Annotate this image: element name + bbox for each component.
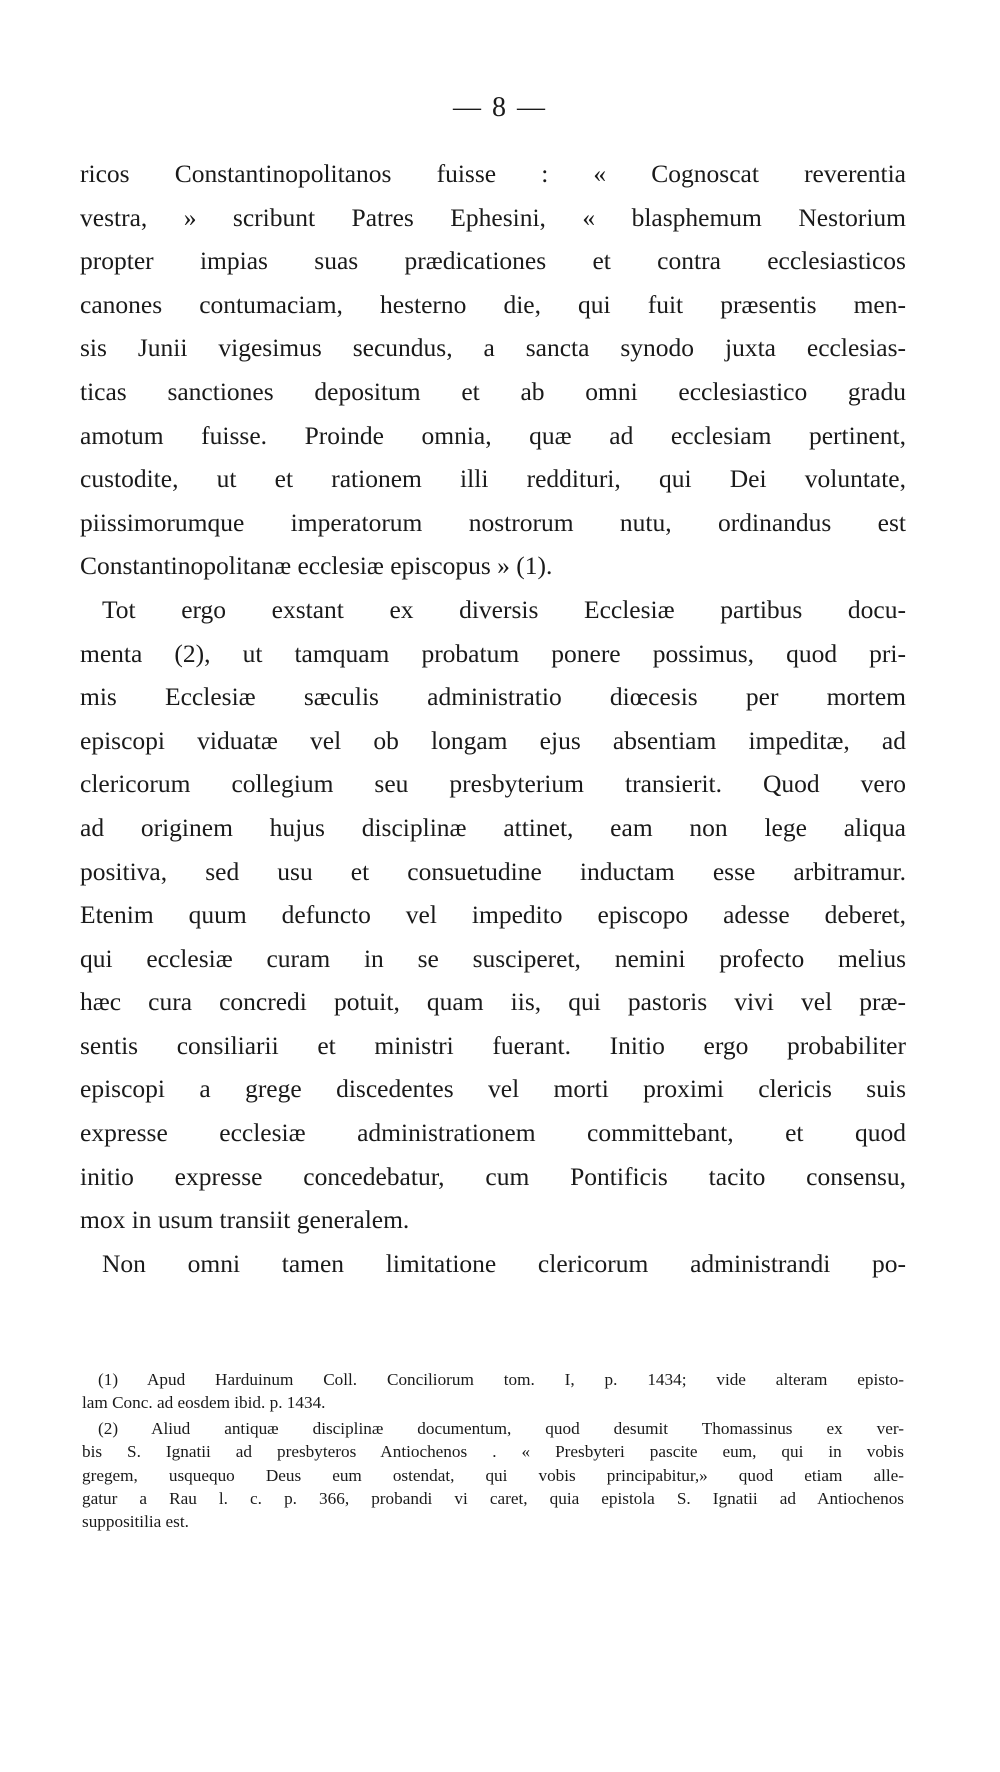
text-line: expresse ecclesiæ administrationem committebant, et quod xyxy=(80,1118,906,1148)
text-line: sis Junii vigesimus secundus, a sancta synodo juxta ecclesias- xyxy=(80,333,906,363)
text-line: qui ecclesiæ curam in se susciperet, nemini profecto melius xyxy=(80,943,906,973)
text-line: mis Ecclesiæ sæculis administratio diœcesis per mortem xyxy=(80,682,906,712)
footnote-line: (1) Apud Harduinum Coll. Conciliorum tom. I, p. 1434; vide alteram episto- xyxy=(98,1370,904,1389)
text-line: positiva, sed usu et consuetudine inductam esse arbitramur. xyxy=(80,856,906,886)
text-line: canones contumaciam, hesterno die, qui fuit præsentis men- xyxy=(80,289,906,319)
footnote-line: gatur a Rau l. c. p. 366, probandi vi caret, quia epistola S. Ignatii ad Antiochenos xyxy=(82,1489,904,1509)
footnote-line: (2) Aliud antiquæ disciplinæ documentum, quod desumit Thomassinus ex ver- xyxy=(98,1418,904,1438)
footnotes xyxy=(82,1368,904,1536)
text-line: Etenim quum defuncto vel impedito episcopo adesse deberet, xyxy=(80,900,906,930)
text-line: menta (2), ut tamquam probatum ponere possimus, quod pri- xyxy=(80,638,906,668)
paragraph-3 xyxy=(80,1242,906,1286)
text-line: episcopi a grege discedentes vel morti proximi clericis suis xyxy=(80,1074,906,1104)
footnote-1 xyxy=(82,1368,904,1415)
text-line: mox in usum transiit generalem. xyxy=(80,1205,410,1235)
footnote-line: lam Conc. ad eosdem ibid. p. 1434. xyxy=(82,1393,326,1413)
footnote-2 xyxy=(82,1417,904,1534)
text-line: amotum fuisse. Proinde omnia, quæ ad ecclesiam pertinent, xyxy=(80,420,906,450)
text-line: episcopi viduatæ vel ob longam ejus absentiam impeditæ, ad xyxy=(80,725,906,755)
paragraph-2 xyxy=(80,588,906,1242)
text-line: propter impias suas prædicationes et contra ecclesiasticos xyxy=(80,246,906,276)
text-line: ricos Constantinopolitanos fuisse : « Cognoscat reverentia xyxy=(80,159,906,188)
text-line: vestra, » scribunt Patres Ephesini, « blasphemum Nestorium xyxy=(80,202,906,232)
text-line: Non omni tamen limitatione clericorum administrandi po- xyxy=(102,1248,906,1278)
text-line: clericorum collegium seu presbyterium transierit. Quod vero xyxy=(80,769,906,799)
text-line: custodite, ut et rationem illi reddituri, qui Dei voluntate, xyxy=(80,464,906,494)
body-text xyxy=(80,152,906,1285)
text-line: Tot ergo exstant ex diversis Ecclesiæ partibus docu- xyxy=(102,594,906,624)
text-line: initio expresse concedebatur, cum Pontificis tacito consensu, xyxy=(80,1161,906,1191)
text-line: ad originem hujus disciplinæ attinet, eam non lege aliqua xyxy=(80,812,906,842)
text-line: sentis consiliarii et ministri fuerant. Initio ergo probabiliter xyxy=(80,1030,906,1060)
paragraph-1 xyxy=(80,152,906,588)
text-line: Constantinopolitanæ ecclesiæ episcopus » (1). xyxy=(80,551,553,581)
text-line: ticas sanctiones depositum et ab omni ecclesiastico gradu xyxy=(80,376,906,406)
footnote-line: bis S. Ignatii ad presbyteros Antiochenos . « Presbyteri pascite eum, qui in vobis xyxy=(82,1442,904,1462)
footnote-line: gregem, usquequo Deus eum ostendat, qui vobis principabitur,» quod etiam alle- xyxy=(82,1465,904,1485)
footnote-line: suppositilia est. xyxy=(82,1512,189,1532)
page-number: — 8 — xyxy=(453,92,547,123)
text-line: hæc cura concredi potuit, quam iis, qui pastoris vivi vel præ- xyxy=(80,987,906,1017)
text-line: piissimorumque imperatorum nostrorum nutu, ordinandus est xyxy=(80,507,906,537)
